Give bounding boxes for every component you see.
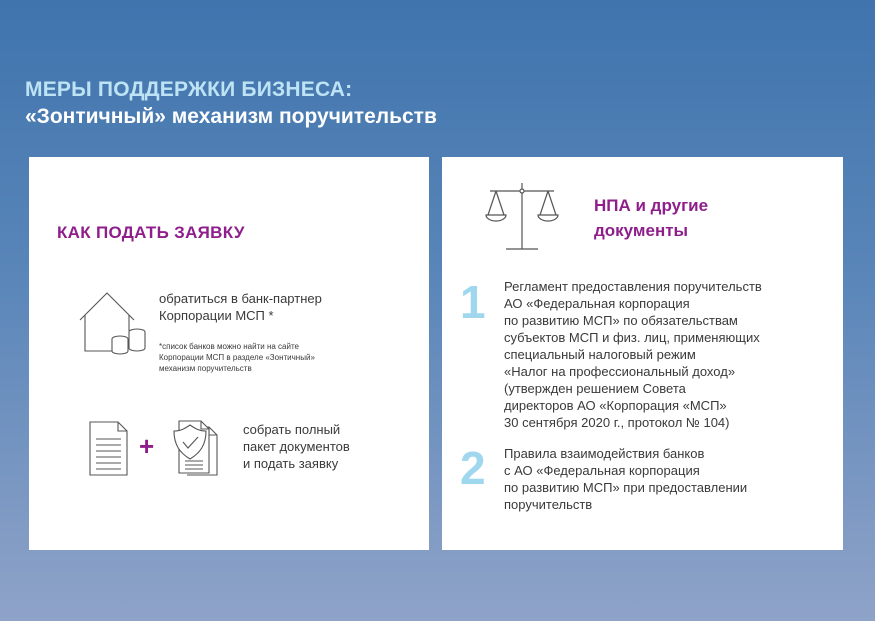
step1-text-line: Корпорации МСП *: [159, 308, 274, 323]
how-to-apply-card: [29, 157, 429, 550]
shield-document-icon: [174, 421, 217, 475]
house-with-coins-icon: [77, 288, 153, 371]
document-line: Регламент предоставления поручительств: [504, 279, 762, 294]
footnote-line: *список банков можно найти на сайте: [159, 342, 299, 351]
document-icon: [90, 422, 127, 475]
step1-footnote: [159, 341, 389, 374]
document-line: по развитию МСП» при предоставлении: [504, 480, 748, 495]
page-title-line2: «Зонтичный» механизм поручительств: [25, 105, 437, 128]
page-header: [25, 76, 437, 130]
document-item: [504, 445, 824, 513]
document-line: 30 сентября 2020 г., протокол № 104): [504, 415, 730, 430]
step2-icons: [87, 417, 227, 484]
documents-title-line: документы: [594, 221, 689, 240]
step2-text-line: и подать заявку: [243, 456, 339, 471]
step1-text-line: обратиться в банк-партнер: [159, 291, 322, 306]
document-number: 2: [460, 442, 486, 494]
step1-text: [159, 290, 399, 324]
document-number: 1: [460, 276, 486, 328]
document-line: субъектов МСП и физ. лиц, применяющих: [504, 330, 760, 345]
footnote-line: механизм поручительств: [159, 364, 252, 373]
documents-card: [442, 157, 843, 550]
documents-title: [594, 193, 794, 243]
documents-title-line: НПА и другие: [594, 196, 709, 215]
step2-text: [243, 421, 413, 472]
document-line: по развитию МСП» по обязательствам: [504, 313, 738, 328]
document-line: с АО «Федеральная корпорация: [504, 463, 700, 478]
scales-icon: [482, 179, 562, 260]
document-line: «Налог на профессиональный доход»: [504, 364, 736, 379]
step2-text-line: собрать полный: [243, 422, 341, 437]
how-to-apply-title: КАК ПОДАТЬ ЗАЯВКУ: [57, 223, 245, 242]
document-line: Правила взаимодействия банков: [504, 446, 705, 461]
document-line: АО «Федеральная корпорация: [504, 296, 690, 311]
document-line: специальный налоговый режим: [504, 347, 696, 362]
document-line: поручительств: [504, 497, 593, 512]
step2-text-line: пакет документов: [243, 439, 350, 454]
page-title-line1: МЕРЫ ПОДДЕРЖКИ БИЗНЕСА:: [25, 78, 353, 101]
footnote-line: Корпорации МСП в разделе «Зонтичный»: [159, 353, 315, 362]
document-line: директоров АО «Корпорация «МСП»: [504, 398, 727, 413]
plus-icon: +: [139, 431, 155, 461]
document-line: (утвержден решением Совета: [504, 381, 686, 396]
document-item: [504, 278, 824, 431]
